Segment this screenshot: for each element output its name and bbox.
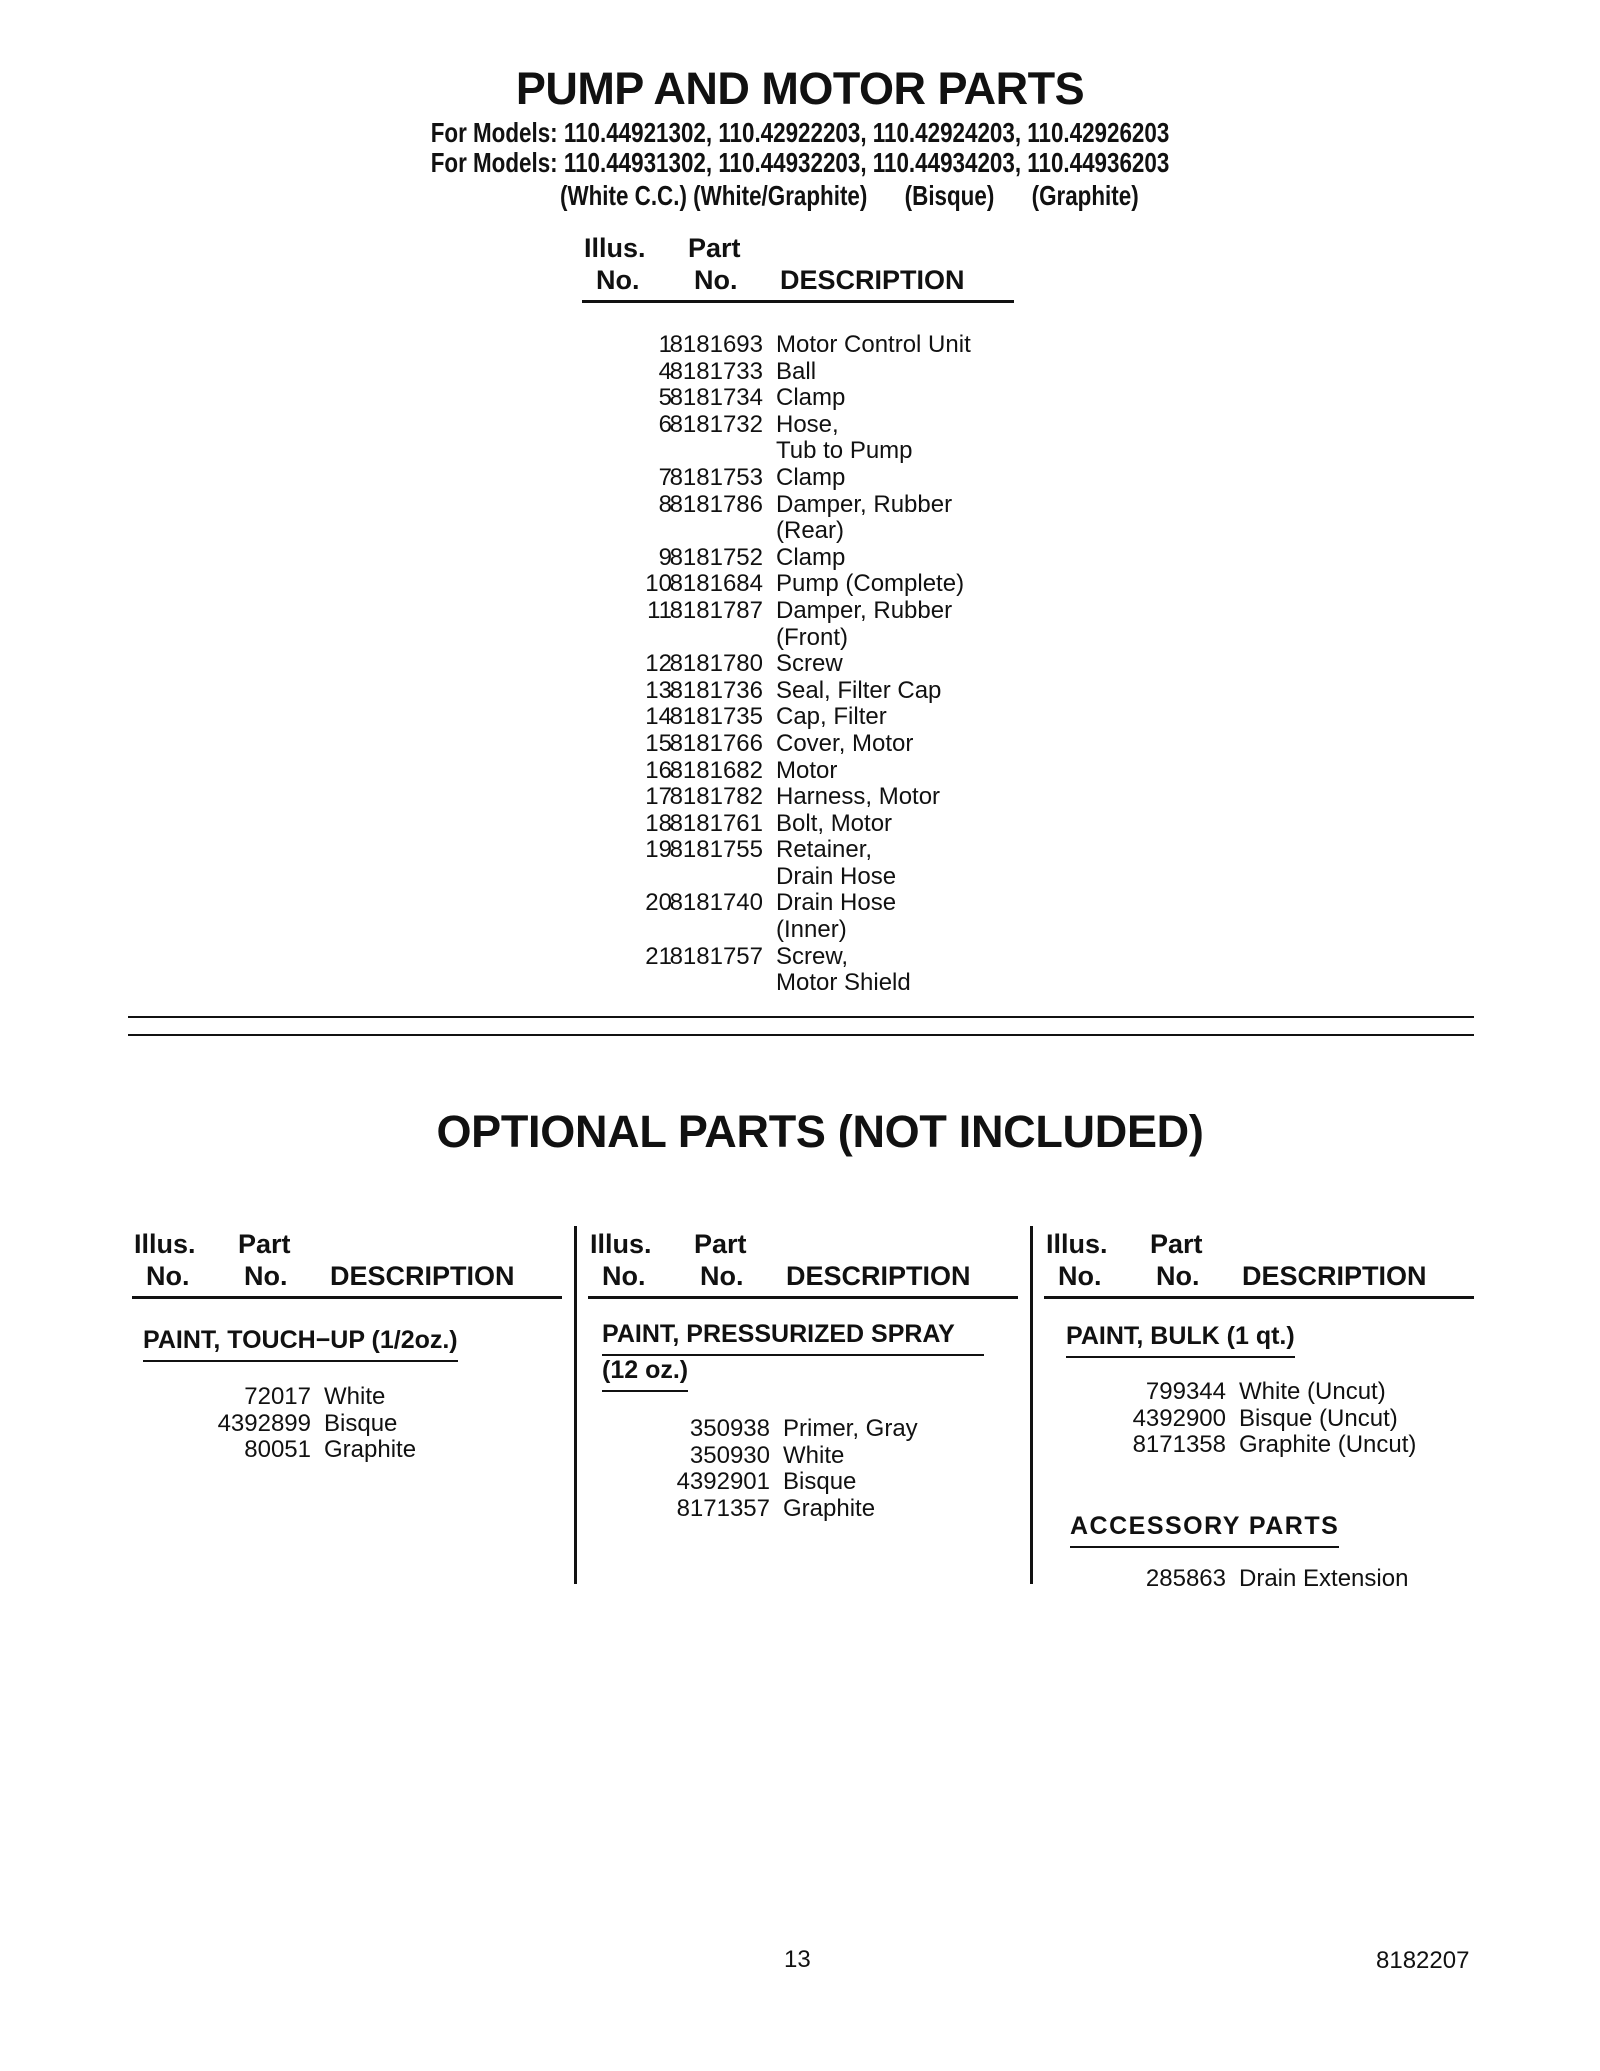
illus-header-line1: Illus. xyxy=(1046,1229,1108,1259)
part-description: Bisque (Uncut) xyxy=(1239,1404,1398,1432)
illus-number: 11 xyxy=(647,596,672,624)
part-description: Hose, xyxy=(776,410,839,438)
part-description: Bolt, Motor xyxy=(776,809,893,837)
description-header: DESCRIPTION xyxy=(786,1261,971,1291)
spray-label-line1: PAINT, PRESSURIZED SPRAY xyxy=(602,1316,984,1356)
part-number: 8181752 xyxy=(669,543,763,571)
table-row xyxy=(580,758,1040,785)
header-rule xyxy=(132,1296,562,1299)
part-header-line1: Part xyxy=(688,233,741,263)
part-number: 350938 xyxy=(689,1415,770,1442)
illus-header-line1: Illus. xyxy=(584,233,646,263)
list-item xyxy=(1043,1406,1503,1433)
part-description: Clamp xyxy=(776,543,846,571)
list-item xyxy=(587,1416,1007,1443)
illus-number: 1 xyxy=(658,331,672,358)
pressurized-spray-label xyxy=(602,1316,984,1392)
table-row xyxy=(580,890,1040,917)
part-description: Tub to Pump xyxy=(776,437,913,465)
table-row xyxy=(580,811,1040,838)
illus-number: 8 xyxy=(658,490,672,518)
section-divider-top xyxy=(128,1016,1474,1018)
table-row xyxy=(580,678,1040,705)
table-row xyxy=(580,944,1040,971)
illus-number: 14 xyxy=(645,703,672,731)
part-header-line2: No. xyxy=(694,265,738,295)
illus-header-line1: Illus. xyxy=(134,1229,196,1259)
touch-up-paint-list xyxy=(128,1384,528,1464)
header-rule xyxy=(1044,1296,1474,1299)
part-number: 4392900 xyxy=(1132,1404,1226,1432)
list-item xyxy=(587,1469,1007,1496)
column-divider-2 xyxy=(1030,1226,1033,1584)
part-description: (Front) xyxy=(776,623,848,651)
part-number: 8181735 xyxy=(669,703,763,731)
table-row xyxy=(580,784,1040,811)
part-description: White (Uncut) xyxy=(1239,1378,1386,1405)
part-number: 285863 xyxy=(1145,1565,1226,1592)
part-description: (Inner) xyxy=(776,916,847,944)
part-description: Motor Shield xyxy=(776,969,911,997)
part-number: 72017 xyxy=(244,1383,311,1410)
part-number: 80051 xyxy=(244,1436,311,1464)
description-header: DESCRIPTION xyxy=(780,265,965,295)
part-number: 4392901 xyxy=(676,1468,770,1496)
touch-up-paint-label-text: PAINT, TOUCH−UP (1/2oz.) xyxy=(143,1322,458,1362)
part-number: 8181734 xyxy=(669,384,763,412)
table-row xyxy=(580,970,1040,997)
header-rule xyxy=(582,300,1014,303)
section-divider-bottom xyxy=(128,1034,1474,1036)
table-row xyxy=(580,837,1040,864)
list-item xyxy=(587,1443,1007,1470)
table-row xyxy=(580,598,1040,625)
spray-label-line2: (12 oz.) xyxy=(602,1352,688,1392)
part-description: Damper, Rubber xyxy=(776,596,953,624)
part-number: 8181682 xyxy=(669,756,763,784)
bulk-paint-label xyxy=(1066,1318,1295,1358)
illus-number: 15 xyxy=(645,729,672,757)
illus-number: 18 xyxy=(645,809,672,837)
part-description: Damper, Rubber xyxy=(776,490,953,518)
part-header-line1: Part xyxy=(694,1229,747,1259)
part-description: Motor Control Unit xyxy=(776,331,971,358)
table-row xyxy=(580,571,1040,598)
part-number: 8181740 xyxy=(669,889,763,917)
part-description: Cover, Motor xyxy=(776,729,914,757)
part-description: Screw xyxy=(776,650,843,678)
table-row xyxy=(580,704,1040,731)
column-divider-1 xyxy=(574,1226,577,1584)
part-description: Drain Extension xyxy=(1239,1565,1409,1592)
illus-header-line2: No. xyxy=(596,265,640,295)
page-number: 13 xyxy=(784,1946,811,1973)
touch-up-paint-label xyxy=(143,1322,458,1362)
header-rule xyxy=(588,1296,1018,1299)
illus-header-line1: Illus. xyxy=(590,1229,652,1259)
part-number: 8181732 xyxy=(669,410,763,438)
optional-parts-title: OPTIONAL PARTS (NOT INCLUDED) xyxy=(436,1106,1204,1157)
pressurized-spray-list xyxy=(587,1416,1007,1522)
part-header-line2: No. xyxy=(700,1261,744,1291)
list-item xyxy=(1043,1379,1503,1406)
illus-number: 10 xyxy=(645,570,672,598)
table-row xyxy=(580,731,1040,758)
part-description: Harness, Motor xyxy=(776,783,941,811)
part-description: Ball xyxy=(776,357,817,385)
pump-parts-list xyxy=(580,332,1040,997)
part-description: Clamp xyxy=(776,463,846,491)
accessory-parts-label-text: ACCESSORY PARTS xyxy=(1070,1508,1339,1548)
illus-number: 16 xyxy=(645,756,672,784)
part-description: Clamp xyxy=(776,384,846,412)
part-header-line2: No. xyxy=(1156,1261,1200,1291)
bulk-paint-label-text: PAINT, BULK (1 qt.) xyxy=(1066,1318,1295,1358)
part-description: Primer, Gray xyxy=(783,1415,918,1442)
part-number: 8181761 xyxy=(669,809,763,837)
color-variants-line: (White C.C.) (White/Graphite) (Bisque) (Graphite) xyxy=(560,180,1139,211)
part-number: 350930 xyxy=(689,1441,770,1469)
part-header-line2: No. xyxy=(244,1261,288,1291)
list-item xyxy=(128,1411,528,1438)
part-description: Bisque xyxy=(324,1409,398,1437)
illus-header-line2: No. xyxy=(1058,1261,1102,1291)
table-row xyxy=(580,917,1040,944)
illus-number: 9 xyxy=(658,543,672,571)
illus-header-line2: No. xyxy=(602,1261,646,1291)
part-number: 8181693 xyxy=(669,331,763,358)
list-item xyxy=(128,1384,528,1411)
part-number: 8171357 xyxy=(676,1494,770,1522)
part-number: 799344 xyxy=(1145,1378,1226,1405)
part-number: 8181753 xyxy=(669,463,763,491)
list-item xyxy=(1043,1566,1503,1593)
illus-number: 20 xyxy=(645,889,672,917)
part-number: 8181684 xyxy=(669,570,763,598)
illus-number: 21 xyxy=(645,942,672,970)
description-header: DESCRIPTION xyxy=(330,1261,515,1291)
part-number: 8181736 xyxy=(669,676,763,704)
part-description: Bisque xyxy=(783,1468,857,1496)
part-number: 8181755 xyxy=(669,836,763,864)
table-row xyxy=(580,385,1040,412)
illus-number: 13 xyxy=(645,676,672,704)
part-description: Graphite (Uncut) xyxy=(1239,1431,1417,1459)
illus-number: 12 xyxy=(645,650,672,678)
list-item xyxy=(128,1437,528,1464)
models-line-1: For Models: 110.44921302, 110.42922203, 110.42924203, 110.42926203 xyxy=(430,117,1170,148)
list-item xyxy=(1043,1432,1503,1459)
part-description: Retainer, xyxy=(776,836,873,864)
part-number: 4392899 xyxy=(217,1409,311,1437)
part-description: White xyxy=(783,1441,845,1469)
part-header-line1: Part xyxy=(238,1229,291,1259)
part-description: Pump (Complete) xyxy=(776,570,965,598)
table-row xyxy=(580,518,1040,545)
part-description: White xyxy=(324,1383,386,1410)
table-row xyxy=(580,651,1040,678)
table-row xyxy=(580,465,1040,492)
list-item xyxy=(587,1496,1007,1523)
part-header-line1: Part xyxy=(1150,1229,1203,1259)
table-row xyxy=(580,545,1040,572)
bulk-paint-list xyxy=(1043,1379,1503,1459)
description-header: DESCRIPTION xyxy=(1242,1261,1427,1291)
part-number: 8181766 xyxy=(669,729,763,757)
illus-number: 4 xyxy=(658,357,672,385)
part-number: 8181757 xyxy=(669,942,763,970)
illus-number: 17 xyxy=(645,783,672,811)
table-row xyxy=(580,492,1040,519)
table-row xyxy=(580,438,1040,465)
accessory-parts-list xyxy=(1043,1566,1503,1593)
part-description: Drain Hose xyxy=(776,889,897,917)
table-row xyxy=(580,412,1040,439)
models-line-2: For Models: 110.44931302, 110.44932203, 110.44934203, 110.44936203 xyxy=(430,147,1170,178)
part-number: 8181780 xyxy=(669,650,763,678)
part-description: Seal, Filter Cap xyxy=(776,676,942,704)
part-description: Cap, Filter xyxy=(776,703,887,731)
part-number: 8171358 xyxy=(1132,1431,1226,1459)
illus-header-line2: No. xyxy=(146,1261,190,1291)
part-number: 8181782 xyxy=(669,783,763,811)
part-description: (Rear) xyxy=(776,517,845,545)
document-number: 8182207 xyxy=(1376,1947,1470,1974)
part-number: 8181786 xyxy=(669,490,763,518)
part-description: Graphite xyxy=(324,1436,417,1464)
table-row xyxy=(580,332,1040,359)
part-number: 8181733 xyxy=(669,357,763,385)
illus-number: 6 xyxy=(658,410,672,438)
page-title: PUMP AND MOTOR PARTS xyxy=(515,63,1085,114)
table-row xyxy=(580,625,1040,652)
accessory-parts-label xyxy=(1070,1508,1339,1548)
part-number: 8181787 xyxy=(669,596,763,624)
part-description: Drain Hose xyxy=(776,862,897,890)
table-row xyxy=(580,864,1040,891)
part-description: Graphite xyxy=(783,1494,876,1522)
illus-number: 5 xyxy=(658,384,672,412)
part-description: Screw, xyxy=(776,942,849,970)
illus-number: 19 xyxy=(645,836,672,864)
part-description: Motor xyxy=(776,756,838,784)
table-row xyxy=(580,359,1040,386)
illus-number: 7 xyxy=(658,463,672,491)
